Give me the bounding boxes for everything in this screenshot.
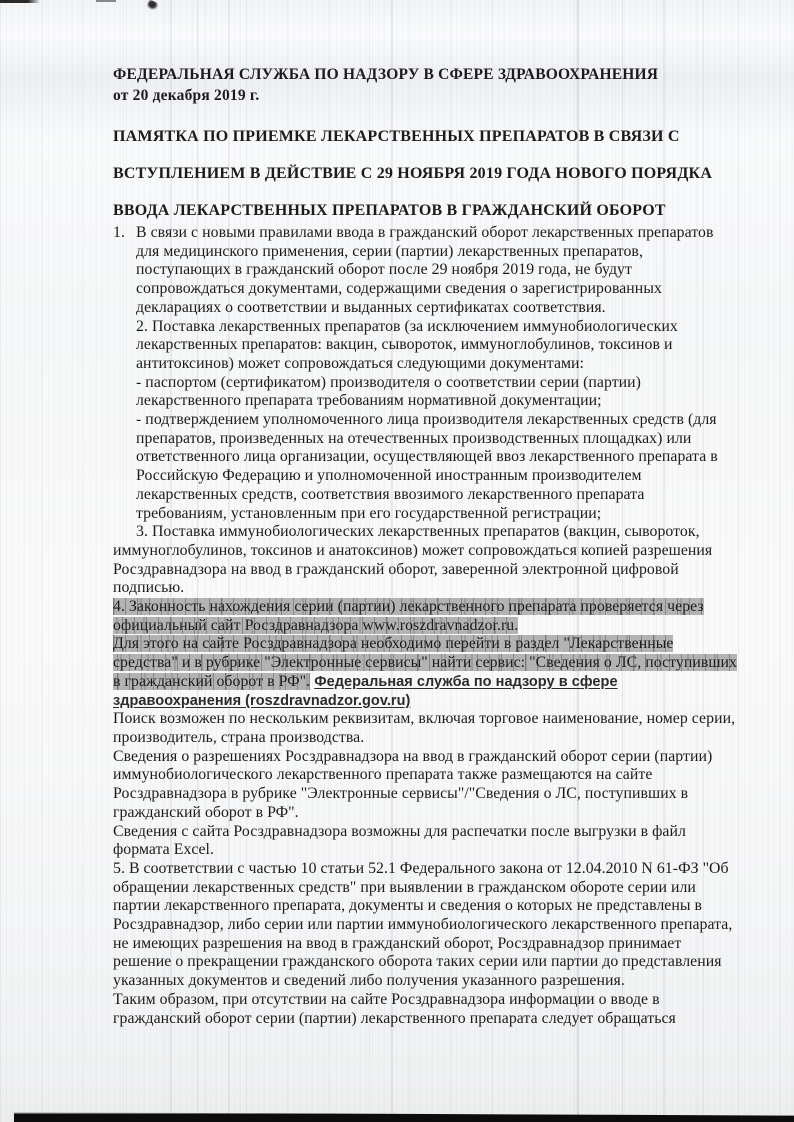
paragraph-1: В связи с новыми правилами ввода в гражданский оборот лекарственных препаратов для медицинского применения, серии (партии) лекарственных препаратов, поступающих в гражданский оборот после 29 ноября 2019 года, не будут сопровождаться документами, содержащими сведения о зарегистрированных декларациях о соответствии и выданных сертификатах соответствия. (136, 224, 714, 316)
scan-artifact-bottom-band (14, 1111, 794, 1122)
document-title-line-3: ВВОДА ЛЕКАРСТВЕННЫХ ПРЕПАРАТОВ В ГРАЖДАНСКИЙ ОБОРОТ (113, 202, 666, 219)
list-item-number: 1. (113, 224, 125, 241)
paragraph-closing: Таким образом, при отсутствии на сайте Росздравнадзора информации о вводе в гражданский оборот серии (партии) лекарственного препарата следует обращаться (113, 990, 676, 1027)
paragraph-5: 5. В соответствии с частью 10 статьи 52.1 Федерального закона от 12.04.2010 N 61-ФЗ "Об обращении лекарственных средств" при выявлении в гражданском обороте серии или партии лекарственного препарата, документы и сведения о которых не представлены в Росздравнадзор, либо серии или партии иммунобиологического лекарственного препарата, не имеющих разрешения на ввод в гражданский оборот, Росздравнадзор принимает решение о прекращении гражданского оборота таких серии или партии до представления указанных документов и сведений либо получения указанного разрешения. (113, 859, 733, 990)
highlighted-text: 4. Законность нахождения серии (партии) лекарственного препарата проверяется через официальный сайт Росздравнадзора www.roszdravnadzor.ru. (113, 598, 704, 634)
list-item-1 (113, 224, 739, 542)
scan-artifact-top-line (0, 0, 40, 3)
paragraph-immuno-info: Сведения о разрешениях Росздравнадзора на ввод в гражданский оборот серии (партии) иммунобиологического лекарственного препарата также размещаются на сайте Росздравнадзора в рубрике "Электронные сервисы"/"Сведения о ЛС, поступивших в гражданский оборот в РФ". (113, 747, 713, 821)
header-date-line: от 20 декабря 2019 г. (113, 87, 260, 104)
paragraph-search-info: Поиск возможен по нескольким реквизитам, включая торговое наименование, номер серии, производитель, страна производства. (113, 710, 736, 746)
paragraph-3-first-line: 3. Поставка иммунобиологических лекарственных препаратов (вакцин, сывороток, (136, 523, 700, 541)
paragraph-4-sentence-1 (113, 598, 739, 635)
paragraph-2: 2. Поставка лекарственных препаратов (за исключением иммунобиологических лекарственных препаратов: вакцин, сывороток, иммуноглобулинов, токсинов и антитоксинов) может сопровождаться следующими документами: (136, 317, 678, 372)
highlighted-text: Для этого на сайте Росздравнадзора необходимо перейти в раздел "Лекарственные средства" и в рубрике "Электронные сервисы" найти сервис: "Сведения о ЛС, поступивших в гражданский оборот в РФ". (113, 635, 738, 690)
paragraph-3-continuation: иммуноглобулинов, токсинов и анатоксинов) может сопровождаться копией разрешения Росздравнадзора на ввод в гражданский оборот, заверенной электронной цифровой подписью. (113, 541, 713, 597)
scan-artifact-ink-blob (146, 0, 160, 12)
paragraph-2-dash-1: - паспортом (сертификатом) производителя о соответствии серии (партии) лекарственного препарата требованиям нормативной документации; (136, 373, 641, 410)
paragraph-2-dash-2: - подтверждением уполномоченного лица производителя лекарственных средств (для препаратов, произведенных на отечественных производственных площадках) или ответственного лица организации, осуществляющей ввоз лекарственного препарата в Российскую Федерацию и уполномоченной иностранным производителем лекарственных средств, соответствия ввозимого лекарственного препарата требованиям, установленным при его государственной регистрации; (136, 411, 718, 522)
roszdravnadzor-link[interactable]: Федеральная служба по надзору в сфере здравоохранения (roszdravnadzor.gov.ru) (113, 673, 618, 709)
list-item-body (136, 224, 739, 542)
document-body (113, 224, 739, 1028)
paragraph-4-sentence-2 (113, 635, 739, 710)
paragraph-excel-info: Сведения с сайта Росздравнадзора возможны для распечатки после выгрузки в файл формата Excel. (113, 822, 686, 859)
scan-artifact-top-dash (96, 0, 116, 2)
document-title-line-1: ПАМЯТКА ПО ПРИЕМКЕ ЛЕКАРСТВЕННЫХ ПРЕПАРАТОВ В СВЯЗИ С (113, 128, 680, 145)
document-title-line-2: ВСТУПЛЕНИЕМ В ДЕЙСТВИЕ С 29 НОЯБРЯ 2019 ГОДА НОВОГО ПОРЯДКА (113, 165, 713, 182)
header-org-line: ФЕДЕРАЛЬНАЯ СЛУЖБА ПО НАДЗОРУ В СФЕРЕ ЗДРАВООХРАНЕНИЯ (113, 66, 659, 83)
document-content (113, 64, 739, 1028)
